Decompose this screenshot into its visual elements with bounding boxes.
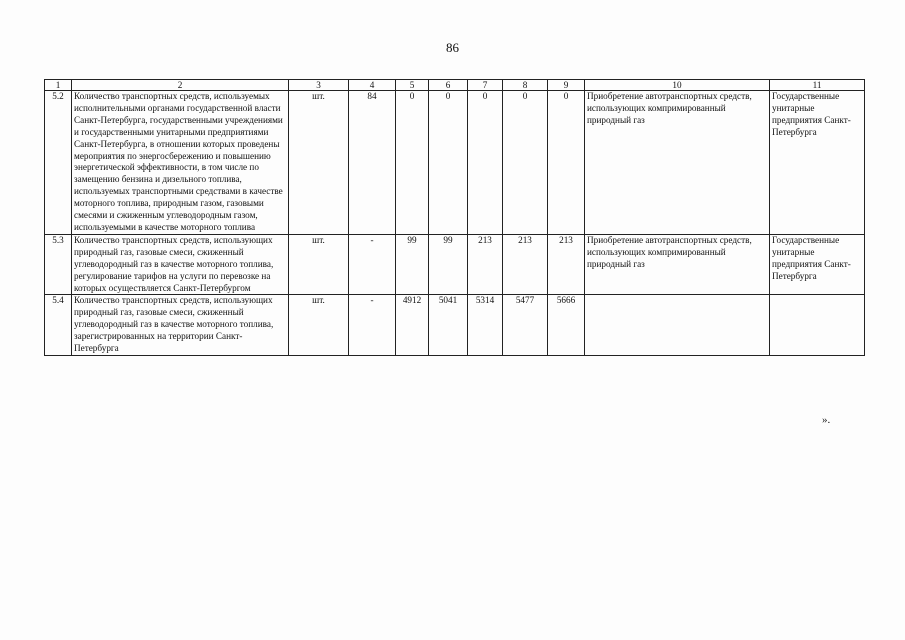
header-cell: 10 bbox=[585, 80, 770, 91]
row-number: 5.2 bbox=[45, 91, 72, 235]
value-cell: 213 bbox=[548, 234, 585, 295]
value-cell: 5666 bbox=[548, 295, 585, 356]
indicator-name: Количество транспортных средств, использующих природный газ, газовые смеси, сжиженный углеводородный газ в качестве моторного топлива, регулирование тарифов на услуги по перевозке на которых осуществляется Санкт-Петербургом bbox=[72, 234, 289, 295]
table-row bbox=[45, 234, 865, 295]
value-cell: 0 bbox=[548, 91, 585, 235]
value-cell: 84 bbox=[349, 91, 396, 235]
header-cell: 5 bbox=[396, 80, 429, 91]
header-cell: 11 bbox=[770, 80, 865, 91]
closing-quote-mark: ». bbox=[822, 414, 831, 426]
responsible-cell bbox=[770, 295, 865, 356]
value-cell: - bbox=[349, 234, 396, 295]
value-cell: - bbox=[349, 295, 396, 356]
indicators-table bbox=[44, 79, 865, 356]
header-cell: 2 bbox=[72, 80, 289, 91]
value-cell: 0 bbox=[468, 91, 503, 235]
measure-cell bbox=[585, 295, 770, 356]
header-cell: 3 bbox=[289, 80, 349, 91]
header-cell: 7 bbox=[468, 80, 503, 91]
header-cell: 8 bbox=[503, 80, 548, 91]
measure-cell: Приобретение автотранспортных средств, использующих компримированный природный газ bbox=[585, 234, 770, 295]
header-cell: 1 bbox=[45, 80, 72, 91]
value-cell: 5041 bbox=[429, 295, 468, 356]
row-number: 5.3 bbox=[45, 234, 72, 295]
unit-cell: шт. bbox=[289, 91, 349, 235]
header-cell: 6 bbox=[429, 80, 468, 91]
responsible-cell: Государственные унитарные предприятия Санкт-Петербурга bbox=[770, 234, 865, 295]
header-cell: 4 bbox=[349, 80, 396, 91]
indicator-name: Количество транспортных средств, используемых исполнительными органами государственной власти Санкт-Петербурга, государственными учреждениями и государственными унитарными предприятиями Санкт-Петербурга, в отношении которых проведены мероприятия по энергосбережению и повышению энергетической эффективности, в том числе по замещению бензина и дизельного топлива, используемых транспортными средствами в качестве моторного топлива, природным газом, газовыми смесями и сжиженным углеводородным газом, используемыми в качестве моторного топлива bbox=[72, 91, 289, 235]
header-cell: 9 bbox=[548, 80, 585, 91]
value-cell: 0 bbox=[396, 91, 429, 235]
indicator-name: Количество транспортных средств, использующих природный газ, газовые смеси, сжиженный углеводородный газ в качестве моторного топлива, зарегистрированных на территории Санкт-Петербурга bbox=[72, 295, 289, 356]
value-cell: 0 bbox=[429, 91, 468, 235]
table-row bbox=[45, 295, 865, 356]
table-header-row bbox=[45, 80, 865, 91]
table-row bbox=[45, 91, 865, 235]
page-number: 86 bbox=[446, 40, 459, 55]
row-number: 5.4 bbox=[45, 295, 72, 356]
value-cell: 5477 bbox=[503, 295, 548, 356]
value-cell: 99 bbox=[396, 234, 429, 295]
value-cell: 213 bbox=[503, 234, 548, 295]
responsible-cell: Государственные унитарные предприятия Санкт-Петербурга bbox=[770, 91, 865, 235]
unit-cell: шт. bbox=[289, 295, 349, 356]
unit-cell: шт. bbox=[289, 234, 349, 295]
value-cell: 0 bbox=[503, 91, 548, 235]
value-cell: 4912 bbox=[396, 295, 429, 356]
value-cell: 99 bbox=[429, 234, 468, 295]
value-cell: 5314 bbox=[468, 295, 503, 356]
measure-cell: Приобретение автотранспортных средств, использующих компримированный природный газ bbox=[585, 91, 770, 235]
value-cell: 213 bbox=[468, 234, 503, 295]
